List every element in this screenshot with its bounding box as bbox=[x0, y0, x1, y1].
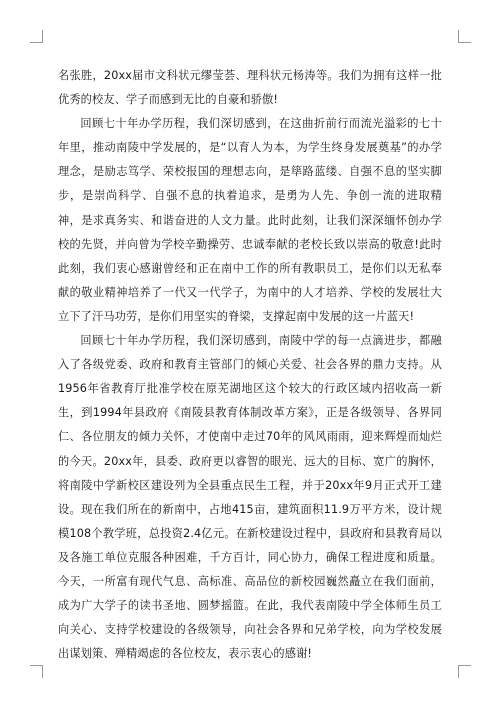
crop-mark-bottom-left bbox=[30, 665, 43, 678]
paragraph-alumni: 名张胜，20xx届市文科状元缪莹荟、理科状元杨涛等。我们为拥有这样一批优秀的校友、学子而感到无比的自豪和骄傲! bbox=[58, 69, 442, 107]
paragraph-school-history: 回顾七十年办学历程，我们深切感到，在这曲折前行而流光溢彩的七十年里，推动南陵中学发展的，是“以育人为本，为学生终身发展奠基”的办学理念，是励志笃学、荣校报国的理想志向，是筚路蓝缕、自强不息的坚实脚步，是崇尚科学、自强不息的执着追求，是勇为人先、争创一流的进取精神，是求真务实、和谐奋进的人文力量。此时此刻，让我们深深缅怀创办学校的先贤，并向曾为学校辛勤操劳、忠诚奉献的老校长致以崇高的敬意!此时此刻，我们衷心感谢曾经和正在南中工作的所有教职员工，是你们以无私奉献的敬业精神培养了一代又一代学子，为南中的人才培养、学校的发展壮大立下了汗马功劳，是你们用坚实的脊梁，支撑起南中发展的这一片蓝天! bbox=[58, 117, 442, 323]
document-body bbox=[58, 64, 442, 666]
crop-mark-bottom-right bbox=[458, 665, 471, 678]
paragraph-government-support: 回顾七十年办学历程，我们深切感到，南陵中学的每一点滴进步，都融入了各级党委、政府和教育主管部门的倾心关爱、社会各界的鼎力支持。从1956年省教育厅批准学校在原芜湖地区这个较大的行政区域内招收高一新生，到1994年县政府《南陵县教育体制改革方案》，正是各级领导、各界同仁、各位朋友的倾力关怀，才使南中走过70年的风风雨雨，迎来辉煌而灿烂的今天。20xx年，县委、政府更以睿智的眼光、远大的目标、宽广的胸怀，将南陵中学新校区建设列为全县重点民生工程，并于20xx年9月正式开工建设。现在我们所在的新南中，占地415亩，建筑面积11.9万平方米，设计规模108个教学班，总投资2.4亿元。在新校建设过程中，县政府和县教育局以及各施工单位克服各种困难，千方百计，同心协力，确保工程进度和质量。今天，一所富有现代气息、高标准、高品位的新校园巍然矗立在我们面前，成为广大学子的读书圣地、圆梦摇篮。在此，我代表南陵中学全体师生员工向关心、支持学校建设的各级领导，向社会各界和兄弟学校，向为学校发展出谋划策、殚精竭虑的各位校友，表示衷心的感谢! bbox=[58, 334, 442, 661]
crop-mark-top-left bbox=[30, 30, 43, 43]
crop-mark-top-right bbox=[458, 30, 471, 43]
